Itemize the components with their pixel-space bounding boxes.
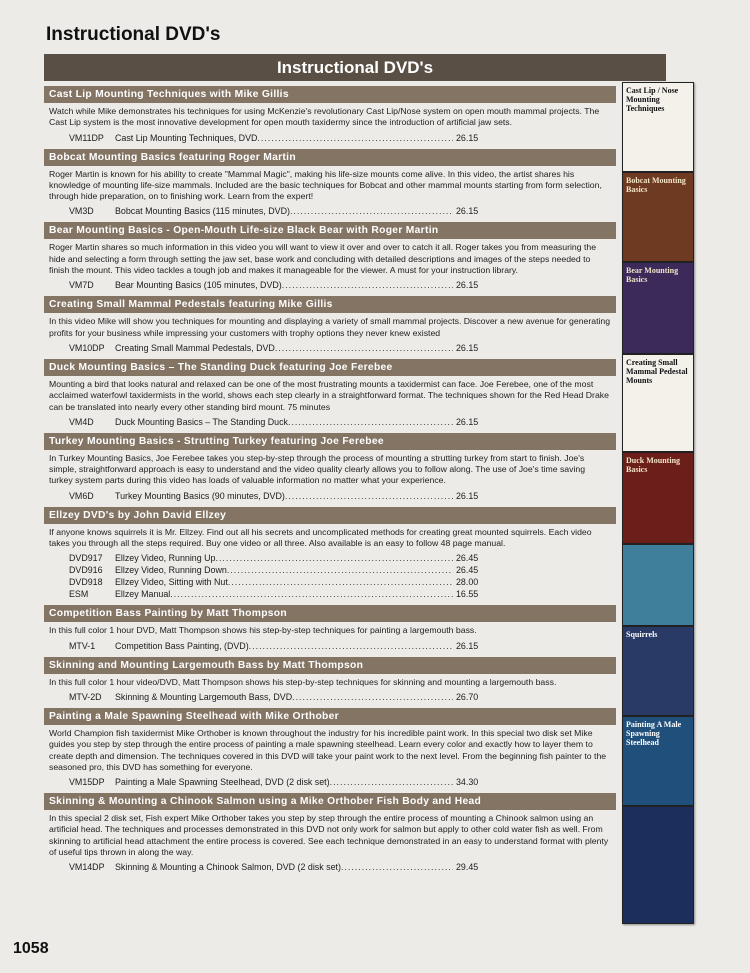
section-description: If anyone knows squirrels it is Mr. Ellzey. Find out all his secrets and uncomplicated methods for creating great mounted squirrels. Each video takes you through all the steps required. Buy one video or all three. Also available is an easy to follow 48 page manual. [49,526,592,549]
product-name: Skinning & Mounting Largemouth Bass, DVD [115,691,293,702]
product-code: MTV-1 [69,640,96,651]
product-name: Cast Lip Mounting Techniques, DVD [115,132,258,143]
section-description: In this video Mike will show you techniques for mounting and displaying a variety of small mammal projects. Discover a new avenue for generating profits for your business while impressing your customers with trophy options they never knew existed [49,316,611,338]
section-title: Duck Mounting Basics – The Standing Duck featuring Joe Ferebee [44,359,616,376]
product-item [44,490,616,502]
product-name: Bobcat Mounting Basics (115 minutes, DVD) [115,206,290,217]
section-title: Cast Lip Mounting Techniques with Mike Gillis [44,86,616,103]
item-list [44,276,616,291]
section-title: Bobcat Mounting Basics featuring Roger Martin [44,149,616,166]
item-list [44,339,616,354]
section-description: In this special 2 disk set, Fish expert Mike Orthober takes you step by step through the entire process of mounting a Chinook salmon using an artificial head. The techniques and processes demonstrated in this DVD not only work for salmon but apply to other cold water fish as well. From skinning to artificial head attachment the entire process is covered. See each technique demonstrated in an easy to understand format with plenty of useful tips thrown in along the way. [49,813,609,858]
leader-dots [290,205,453,217]
cover-title: Duck Mounting Basics [626,456,681,474]
product-price: 26.15 [456,640,479,651]
leader-dots [275,342,453,354]
product-price: 16.55 [456,589,479,600]
product-price: 26.15 [456,206,479,217]
section-description: Roger Martin is known for his ability to create "Mammal Magic", making his life-size mounts come alive. In this video, the artist shares his knowledge of mounting life-size mammals. Included are the basic techniques for Bobcat and other mammal mounts starting from form selection, through hide preparation, on to finishing work. Learn from the expert! [49,168,602,202]
product-item [44,588,616,600]
section-description: Mounting a bird that looks natural and relaxed can be one of the most frustrating mounts a taxidermist can face. Joe Ferebee, one of the most acclaimed waterfowl taxidermists in the world, shows each step clearly in a straightforward format. The techniques shown for the Red Head Drake can be translated into nearly every other standing bird mount. 75 minutes [49,378,609,412]
product-name: Creating Small Mammal Pedestals, DVD [115,342,275,353]
section-description: In this full color 1 hour DVD, Matt Thompson shows his step-by-step techniques for painting a largemouth bass. [49,625,477,636]
product-price: 26.45 [456,565,479,576]
cover-title [623,807,693,813]
dvd-cover-steelhead [622,716,694,806]
product-price: 26.45 [456,553,479,564]
product-item [44,132,616,144]
product-name: Skinning & Mounting a Chinook Salmon, DVD (2 disk set) [115,862,341,873]
product-name: Turkey Mounting Basics (90 minutes, DVD) [115,490,285,501]
product-code: ESM [69,589,89,600]
cover-title: Creating Small Mammal Pedestal Mounts [626,358,688,385]
product-name: Bear Mounting Basics (105 minutes, DVD) [115,280,282,291]
leader-dots [330,776,453,788]
product-section [44,86,616,144]
product-item [44,776,616,788]
product-section [44,708,616,788]
section-banner [44,54,666,81]
product-section [44,149,616,218]
product-section [44,605,616,651]
product-item [44,691,616,703]
section-title: Bear Mounting Basics - Open-Mouth Life-size Black Bear with Roger Martin [44,222,616,239]
item-list [44,129,616,144]
product-price: 26.15 [456,132,479,143]
leader-dots [285,490,453,502]
section-title: Turkey Mounting Basics - Strutting Turkey featuring Joe Ferebee [44,433,616,450]
cover-title: Squirrels [626,630,658,639]
leader-dots [292,691,453,703]
product-section [44,222,616,291]
item-list [44,688,616,703]
product-price: 26.15 [456,342,479,353]
product-code: VM3D [69,206,94,217]
product-section [44,433,616,502]
leader-dots [249,640,453,652]
dvd-cover-bobcat [622,172,694,262]
product-item [44,416,616,428]
item-list [44,637,616,652]
dvd-cover-chinook [622,806,694,924]
product-item [44,552,616,564]
product-name: Ellzey Video, Running Down [115,565,227,576]
dvd-cover-duck [622,452,694,544]
product-code: VM7D [69,280,94,291]
product-item [44,342,616,354]
section-description: In Turkey Mounting Basics, Joe Ferebee takes you step-by-step through the process of mounting a strutting turkey from start to finish. Joe's simple, straightforward approach is easy to understand and the video quality clearly allows you to follow along. The use of Joe's time saving turkey system parts during this video has loads of valuable information no matter what your experience. [49,452,586,486]
product-price: 34.30 [456,777,479,788]
leader-dots [341,861,453,873]
product-item [44,205,616,217]
product-item [44,861,616,873]
cover-title: Painting A Male Spawning Steelhead [626,720,682,747]
section-title: Skinning & Mounting a Chinook Salmon using a Mike Orthober Fish Body and Head [44,793,616,810]
product-name: Competition Bass Painting, (DVD) [115,640,249,651]
product-name: Ellzey Video, Sitting with Nut [115,577,228,588]
product-code: VM6D [69,490,94,501]
section-description: World Champion fish taxidermist Mike Orthober is known throughout the industry for his incredible paint work. In this special two disk set Mike guides you step by step through the entire process of painting a male spawning steelhead. Learn every color and exactly how to layer them to create depth and dimension. The techniques covered in this DVD will take your paint work to the next level. From the beginning fish painter to the seasoned pro, this DVD has something for everyone. [49,727,607,772]
leader-dots [170,588,453,600]
product-code: DVD918 [69,577,103,588]
product-item [44,576,616,588]
product-code: VM15DP [69,777,105,788]
product-price: 26.70 [456,691,479,702]
product-section [44,359,616,428]
product-section [44,296,616,354]
product-code: VM4D [69,416,94,427]
product-price: 26.15 [456,416,479,427]
product-name: Ellzey Manual [115,589,171,600]
section-title: Creating Small Mammal Pedestals featuring Mike Gillis [44,296,616,313]
cover-title [623,545,693,551]
item-list [44,413,616,428]
item-list [44,773,616,788]
item-list [44,487,616,502]
cover-title: Bobcat Mounting Basics [626,176,686,194]
dvd-cover-bear [622,262,694,354]
product-price: 29.45 [456,862,479,873]
leader-dots [282,279,453,291]
dvd-cover-turkey [622,544,694,626]
leader-dots [227,564,453,576]
product-item [44,279,616,291]
item-list [44,549,616,600]
product-price: 26.15 [456,490,479,501]
product-section [44,793,616,873]
product-name: Duck Mounting Basics – The Standing Duck [115,416,288,427]
section-title: Painting a Male Spawning Steelhead with Mike Orthober [44,708,616,725]
product-code: VM14DP [69,862,105,873]
product-code: DVD916 [69,565,103,576]
product-section [44,507,616,601]
product-name: Painting a Male Spawning Steelhead, DVD (2 disk set) [115,777,330,788]
section-description: Watch while Mike demonstrates his techniques for using McKenzie's revolutionary Cast Lip/Nose system on open mouth mammal projects. The Cast Lip system is the most innovative development for open mouth taxidermy since the introduction of artificial jaw sets. [49,106,600,128]
product-item [44,640,616,652]
product-list [44,86,616,878]
product-price: 26.15 [456,280,479,291]
dvd-cover-pedestals [622,354,694,452]
cover-title: Bear Mounting Basics [626,266,679,284]
section-title: Ellzey DVD's by John David Ellzey [44,507,616,524]
product-item [44,564,616,576]
product-section [44,657,616,703]
section-title: Skinning and Mounting Largemouth Bass by Matt Thompson [44,657,616,674]
page-title: Instructional DVD's [46,24,221,45]
item-list [44,202,616,217]
item-list [44,858,616,873]
section-title: Competition Bass Painting by Matt Thompson [44,605,616,622]
product-price: 28.00 [456,577,479,588]
product-name: Ellzey Video, Running Up [115,553,216,564]
cover-title: Cast Lip / Nose Mounting Techniques [626,86,679,113]
leader-dots [257,132,453,144]
product-code: MTV-2D [69,691,102,702]
dvd-cover-cast-lip [622,82,694,172]
product-code: VM11DP [69,132,104,143]
section-description: Roger Martin shares so much information in this video you will want to view it over and over to catch it all. Roger takes you from measuring the hide and selecting a form through setting the jaw set, base work and concluding with detailed descriptions and images of the steps needed to finish the mount. This video tackles a tough job and makes it manageable for the viewer. A must for your instruction library. [49,242,597,276]
product-code: VM10DP [69,342,105,353]
dvd-cover-squirrels [622,626,694,716]
product-code: DVD917 [69,553,103,564]
banner-title: Instructional DVD's [276,57,434,77]
section-description: In this full color 1 hour video/DVD, Matt Thompson shows his step-by-step techniques for skinning and mounting a largemouth bass. [49,676,557,687]
leader-dots [215,552,453,564]
leader-dots [228,576,453,588]
leader-dots [288,416,453,428]
page-number: 1058 [13,940,49,957]
